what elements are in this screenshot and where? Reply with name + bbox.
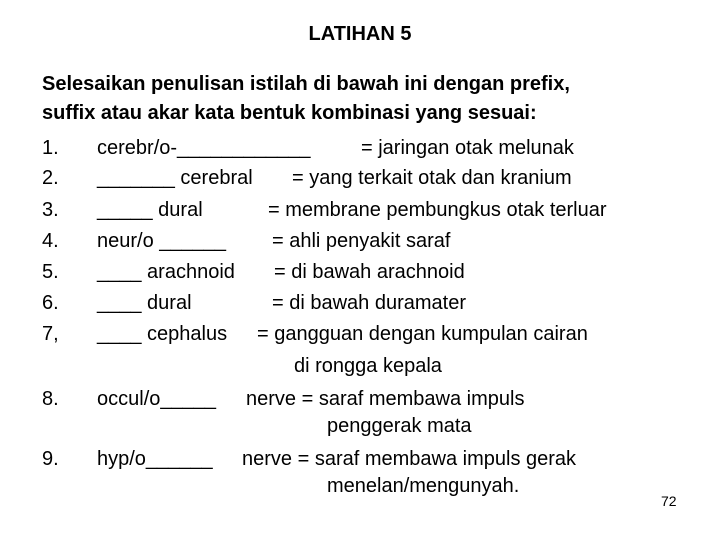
page-number: 72 [661,493,677,509]
item-definition-continuation: menelan/mengunyah. [327,475,520,497]
item-number: 5. [42,261,59,283]
item-definition: nerve = saraf membawa impuls gerak [242,448,577,470]
item-definition: = di bawah arachnoid [274,261,465,283]
item-number: 9. [42,448,59,470]
item-number: 8. [42,388,59,410]
item-definition: = membrane pembungkus otak terluar [268,199,607,221]
item-definition: = ahli penyakit saraf [272,230,451,252]
instruction-line-2: suffix atau akar kata bentuk kombinasi yang sesuai: [42,102,537,124]
item-definition: = gangguan dengan kumpulan cairan [257,323,588,345]
item-term: _____ dural [97,199,203,221]
item-definition: = yang terkait otak dan kranium [292,167,572,189]
item-definition-continuation: di rongga kepala [294,355,442,377]
item-term: ____ cephalus [97,323,228,345]
item-term: neur/o ______ [97,230,227,252]
item-definition: = jaringan otak melunak [361,137,574,159]
item-number: 2. [42,167,59,189]
item-definition: = di bawah duramater [272,292,467,314]
item-definition: nerve = saraf membawa impuls [246,388,525,410]
item-number: 4. [42,230,59,252]
page-title: LATIHAN 5 [308,23,412,45]
item-term: occul/o_____ [97,388,216,410]
item-term: ____ dural [97,292,192,314]
item-term: _______ cerebral [97,167,253,189]
item-number: 7, [42,323,59,345]
item-number: 1. [42,137,59,159]
item-term: hyp/o______ [97,448,213,470]
item-number: 6. [42,292,59,314]
item-number: 3. [42,199,59,221]
item-term: cerebr/o-____________ [97,137,311,159]
item-term: ____ arachnoid [97,261,235,283]
instruction-line-1: Selesaikan penulisan istilah di bawah ini dengan prefix, [42,73,570,95]
item-definition-continuation: penggerak mata [327,415,472,437]
